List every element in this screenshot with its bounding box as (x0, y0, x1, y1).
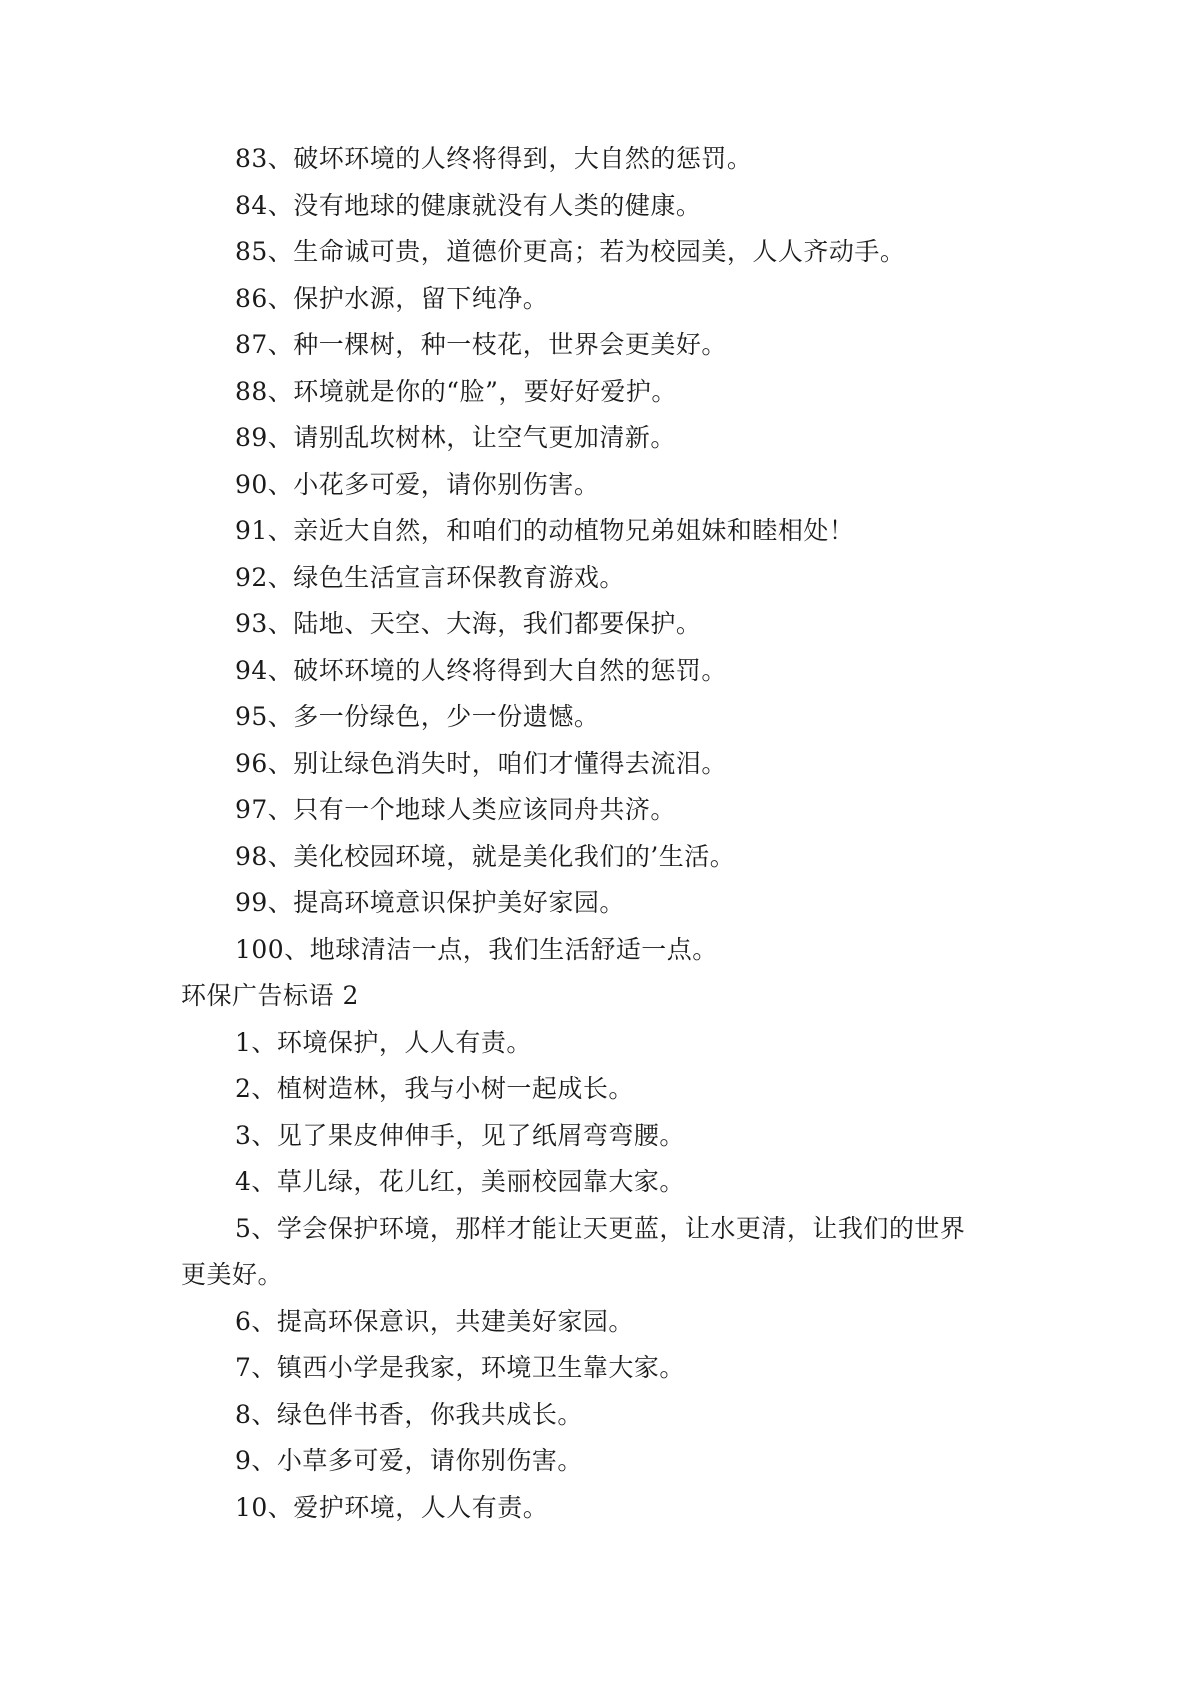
slogan-item: 92、绿色生活宣言环保教育游戏。 (235, 562, 625, 592)
slogan-item: 94、破坏环境的人终将得到大自然的惩罚。 (235, 655, 727, 685)
slogan-item: 7、镇西小学是我家，环境卫生靠大家。 (235, 1353, 685, 1382)
slogan-item: 9、小草多可爱，请你别伤害。 (235, 1446, 583, 1475)
slogan-item: 83、破坏环境的人终将得到，大自然的惩罚。 (235, 144, 753, 173)
slogan-item: 87、种一棵树，种一枝花，世界会更美好。 (235, 330, 727, 359)
slogan-item: 8、绿色伴书香，你我共成长。 (235, 1399, 583, 1429)
slogan-item: 90、小花多可爱，请你别伤害。 (235, 469, 600, 499)
section-heading: 环保广告标语 2 (181, 981, 359, 1010)
document-body (181, 136, 1021, 1531)
slogan-item: 100、地球清洁一点，我们生活舒适一点。 (235, 934, 718, 964)
slogan-item: 95、多一份绿色，少一份遗憾。 (235, 702, 600, 731)
slogan-item: 2、植树造林，我与小树一起成长。 (235, 1074, 634, 1103)
slogan-item: 10、爱护环境，人人有责。 (235, 1492, 549, 1522)
slogan-item: 3、见了果皮伸伸手，见了纸屑弯弯腰。 (235, 1120, 685, 1150)
slogan-item-continuation: 更美好。 (181, 1260, 284, 1289)
slogan-item: 84、没有地球的健康就没有人类的健康。 (235, 190, 702, 220)
slogan-item: 88、环境就是你的“脸”，要好好爱护。 (235, 376, 677, 406)
slogan-item: 93、陆地、天空、大海，我们都要保护。 (235, 609, 702, 638)
slogan-item: 1、环境保护，人人有责。 (235, 1027, 532, 1057)
slogan-item: 86、保护水源，留下纯净。 (235, 283, 549, 313)
slogan-item: 91、亲近大自然，和咱们的动植物兄弟姐妹和睦相处！ (235, 516, 855, 545)
slogan-item: 96、别让绿色消失时，咱们才懂得去流泪。 (235, 748, 727, 778)
slogan-item: 98、美化校园环境，就是美化我们的’生活。 (235, 841, 736, 871)
slogan-item: 97、只有一个地球人类应该同舟共济。 (235, 795, 676, 824)
slogan-item: 5、学会保护环境，那样才能让天更蓝，让水更清，让我们的世界 (235, 1213, 966, 1243)
slogan-item: 6、提高环保意识，共建美好家园。 (235, 1306, 634, 1336)
slogan-item: 85、生命诚可贵，道德价更高；若为校园美，人人齐动手。 (235, 237, 906, 266)
slogan-item: 99、提高环境意识保护美好家园。 (235, 888, 625, 917)
slogan-item: 4、草儿绿，花儿红，美丽校园靠大家。 (235, 1167, 685, 1196)
slogan-item: 89、请别乱坎树林，让空气更加清新。 (235, 423, 676, 452)
